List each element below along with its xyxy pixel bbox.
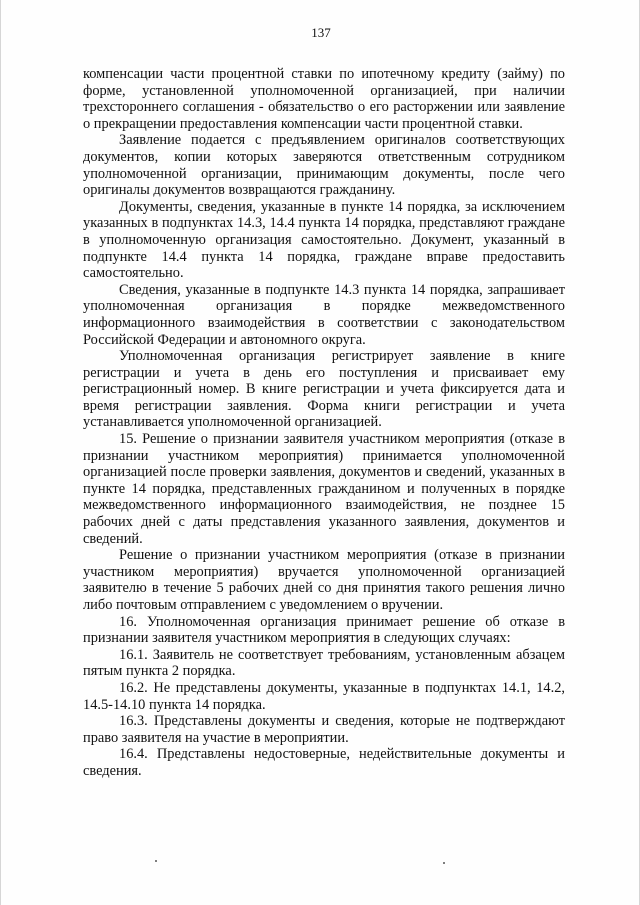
paragraph: Заявление подается с предъявлением оригиналов соответствующих документов, копии которых заверяются ответственным сотрудником уполномоченной организации, принимающим документы, после чего оригиналы документов возвращаются гражданину. bbox=[83, 132, 565, 199]
paragraph: 16.1. Заявитель не соответствует требованиям, установленным абзацем пятым пункта 2 порядка. bbox=[83, 646, 565, 680]
paragraph: Решение о признании участником мероприятия (отказе в признании участником мероприятия) вручается уполномоченной организацией заявителю в течение 5 рабочих дней со дня принятия такого решения лично либо почтовым отправлением с уведомлением о вручении. bbox=[83, 547, 565, 613]
document-body bbox=[83, 66, 565, 780]
paragraph: Документы, сведения, указанные в пункте 14 порядка, за исключением указанных в подпунктах 14.3, 14.4 пункта 14 порядка, представляют граждане в уполномоченную организация самостоятельно. Документ, указанный в подпункте 14.4 пункта 14 порядка, граждане вправе предоставить самостоятельно. bbox=[83, 198, 565, 282]
paragraph: 16.4. Представлены недостоверные, недействительные документы и сведения. bbox=[83, 746, 565, 779]
page-number: 137 bbox=[311, 25, 331, 40]
paragraph: компенсации части процентной ставки по ипотечному кредиту (займу) по форме, установленной уполномоченной организацией, при наличии трехстороннего соглашения - обязательство о его расторжении или заявление о прекращении предоставления компенсации части процентной ставки. bbox=[83, 66, 565, 132]
paragraph: Уполномоченная организация регистрирует заявление в книге регистрации и учета в день его поступления и присваивает ему регистрационный номер. В книге регистрации и учета фиксируется дата и время регистрации заявления. Форма книги регистрации и учета устанавливается уполномоченной организацией. bbox=[83, 348, 565, 431]
paragraph: 16.3. Представлены документы и сведения, которые не подтверждают право заявителя на участие в мероприятии. bbox=[83, 713, 565, 746]
paragraph: 16. Уполномоченная организация принимает решение об отказе в признании заявителя участником мероприятия в следующих случаях: bbox=[83, 613, 565, 647]
paragraph: 15. Решение о признании заявителя участником мероприятия (отказе в признании участником мероприятия) принимается уполномоченной организацией после проверки заявления, документов и сведений, указанных в пункте 14 порядка, представленных гражданином и полученных в порядке межведомственного информационного взаимодействия, не позднее 15 рабочих дней с даты представления указанного заявления, документов и сведений. bbox=[83, 431, 565, 547]
scan-speck bbox=[443, 862, 445, 864]
paragraph: 16.2. Не представлены документы, указанные в подпунктах 14.1, 14.2, 14.5-14.10 пункта 14 порядка. bbox=[83, 679, 565, 713]
paragraph: Сведения, указанные в подпункте 14.3 пункта 14 порядка, запрашивает уполномоченная организация в порядке межведомственного информационного взаимодействия в соответствии с законодательством Российской Федерации и автономного округа. bbox=[83, 281, 565, 348]
scan-speck bbox=[155, 860, 157, 862]
